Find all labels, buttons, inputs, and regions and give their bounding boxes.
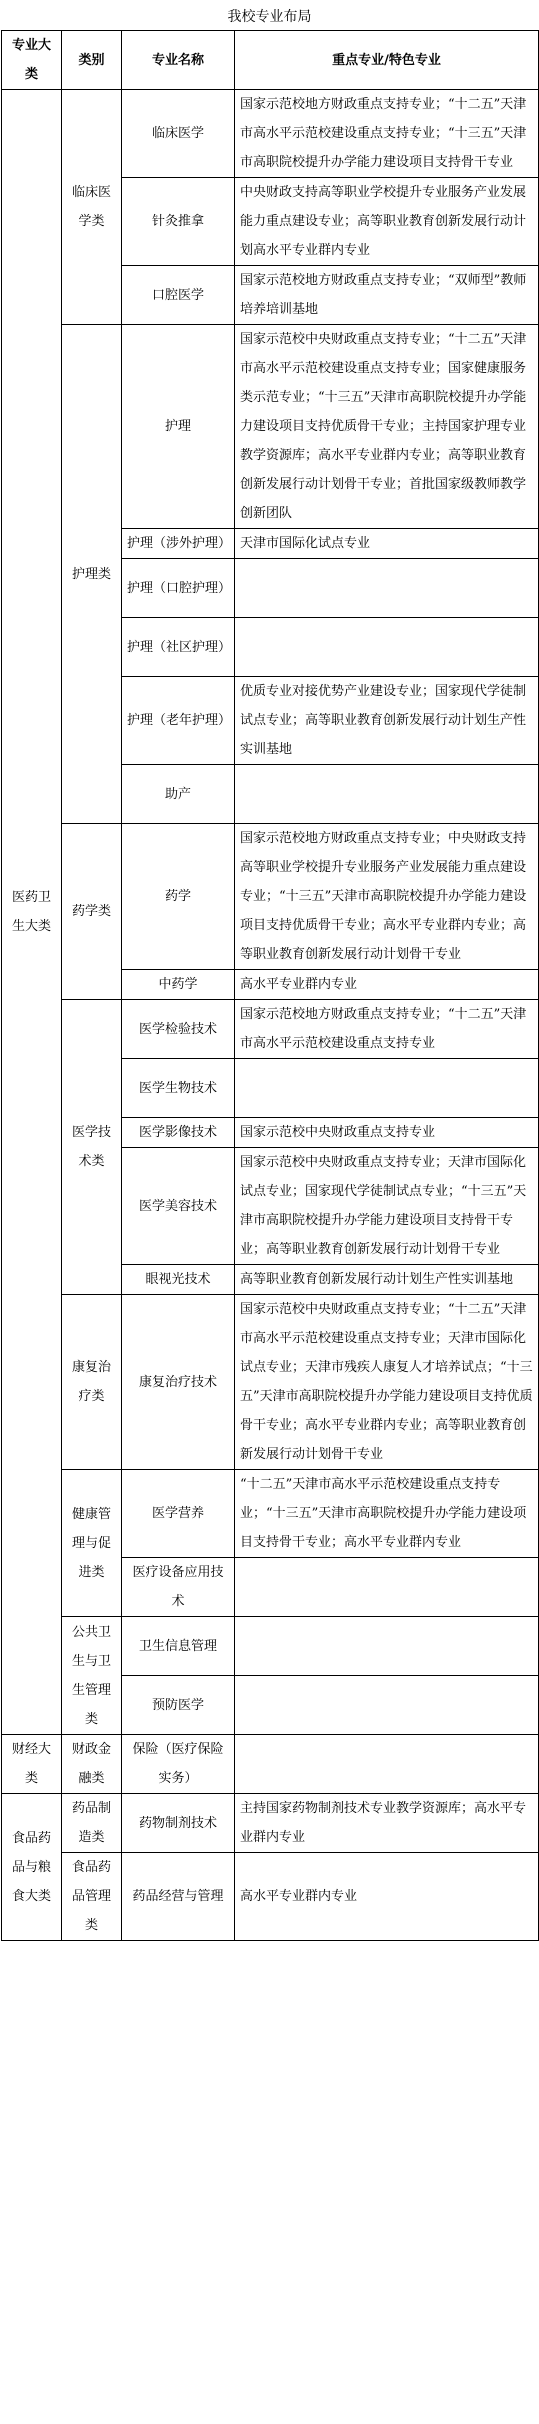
major-name-cell: 康复治疗技术 <box>122 1295 235 1470</box>
major-name-cell: 药品经营与管理 <box>122 1853 235 1941</box>
feature-cell: 国家示范校地方财政重点支持专业；“十二五”天津市高水平示范校建设重点支持专业 <box>235 1000 539 1059</box>
category-cell: 食品药品与粮食大类 <box>2 1794 62 1941</box>
major-name-cell: 预防医学 <box>122 1676 235 1735</box>
table-row <box>2 1000 539 1059</box>
feature-cell <box>235 618 539 677</box>
table-row <box>2 325 539 529</box>
major-name-cell: 医疗设备应用技术 <box>122 1558 235 1617</box>
major-name-cell: 中药学 <box>122 970 235 1000</box>
major-name-cell: 针灸推拿 <box>122 178 235 266</box>
feature-cell: 国家示范校中央财政重点支持专业；“十二五”天津市高水平示范校建设重点支持专业；国家健康服务类示范专业；“十三五”天津市高职院校提升办学能力建设项目支持优质骨干专业；主持国家护理专业教学资源库；高水平专业群内专业；高等职业教育创新发展行动计划骨干专业；首批国家级教师教学创新团队 <box>235 325 539 529</box>
feature-cell: 中央财政支持高等职业学校提升专业服务产业发展能力重点建设专业；高等职业教育创新发展行动计划高水平专业群内专业 <box>235 178 539 266</box>
type-cell: 护理类 <box>62 325 122 824</box>
table-row <box>2 90 539 178</box>
major-name-cell: 临床医学 <box>122 90 235 178</box>
major-name-cell: 口腔医学 <box>122 266 235 325</box>
type-cell: 公共卫生与卫生管理类 <box>62 1617 122 1735</box>
type-cell: 药品制造类 <box>62 1794 122 1853</box>
feature-cell <box>235 765 539 824</box>
type-cell: 财政金融类 <box>62 1735 122 1794</box>
feature-cell <box>235 1735 539 1794</box>
major-name-cell: 保险（医疗保险实务） <box>122 1735 235 1794</box>
type-cell: 药学类 <box>62 824 122 1000</box>
major-name-cell: 药学 <box>122 824 235 970</box>
type-cell: 医学技术类 <box>62 1000 122 1295</box>
feature-cell: 国家示范校地方财政重点支持专业；中央财政支持高等职业学校提升专业服务产业发展能力重点建设专业；“十三五”天津市高职院校提升办学能力建设项目支持优质骨干专业；高水平专业群内专业；高等职业教育创新发展行动计划骨干专业 <box>235 824 539 970</box>
category-cell: 医药卫生大类 <box>2 90 62 1735</box>
table-row <box>2 1794 539 1853</box>
header-type: 类别 <box>62 31 122 90</box>
major-name-cell: 药物制剂技术 <box>122 1794 235 1853</box>
feature-cell: 高水平专业群内专业 <box>235 970 539 1000</box>
header-feature: 重点专业/特色专业 <box>235 31 539 90</box>
type-cell: 临床医学类 <box>62 90 122 325</box>
type-cell: 健康管理与促进类 <box>62 1470 122 1617</box>
feature-cell: 主持国家药物制剂技术专业教学资源库；高水平专业群内专业 <box>235 1794 539 1853</box>
table-row <box>2 1470 539 1558</box>
major-name-cell: 护理（涉外护理） <box>122 529 235 559</box>
feature-cell: “十二五”天津市高水平示范校建设重点支持专业；“十三五”天津市高职院校提升办学能力建设项目支持骨干专业；高水平专业群内专业 <box>235 1470 539 1558</box>
major-name-cell: 医学影像技术 <box>122 1118 235 1148</box>
major-name-cell: 护理（口腔护理） <box>122 559 235 618</box>
page-title: 我校专业布局 <box>227 9 312 25</box>
feature-cell <box>235 1558 539 1617</box>
type-cell: 康复治疗类 <box>62 1295 122 1470</box>
major-name-cell: 医学营养 <box>122 1470 235 1558</box>
feature-cell: 国家示范校地方财政重点支持专业；“双师型”教师培养培训基地 <box>235 266 539 325</box>
feature-cell <box>235 1676 539 1735</box>
feature-cell: 天津市国际化试点专业 <box>235 529 539 559</box>
major-name-cell: 护理（老年护理） <box>122 677 235 765</box>
major-name-cell: 眼视光技术 <box>122 1265 235 1295</box>
feature-cell <box>235 1617 539 1676</box>
header-name: 专业名称 <box>122 31 235 90</box>
feature-cell <box>235 1059 539 1118</box>
feature-cell: 国家示范校中央财政重点支持专业 <box>235 1118 539 1148</box>
major-name-cell: 医学美容技术 <box>122 1148 235 1265</box>
header-category: 专业大类 <box>2 31 62 90</box>
table-row <box>2 824 539 970</box>
header-row <box>2 31 539 90</box>
table-row <box>2 1617 539 1676</box>
category-cell: 财经大类 <box>2 1735 62 1794</box>
feature-cell: 高水平专业群内专业 <box>235 1853 539 1941</box>
feature-cell: 国家示范校中央财政重点支持专业；天津市国际化试点专业；国家现代学徒制试点专业；“十三五”天津市高职院校提升办学能力建设项目支持骨干专业；高等职业教育创新发展行动计划骨干专业 <box>235 1148 539 1265</box>
major-name-cell: 护理 <box>122 325 235 529</box>
table-body <box>2 90 539 1941</box>
table-row <box>2 1853 539 1941</box>
feature-cell: 优质专业对接优势产业建设专业；国家现代学徒制试点专业；高等职业教育创新发展行动计划生产性实训基地 <box>235 677 539 765</box>
feature-cell <box>235 559 539 618</box>
table-row <box>2 1735 539 1794</box>
major-name-cell: 助产 <box>122 765 235 824</box>
major-name-cell: 卫生信息管理 <box>122 1617 235 1676</box>
major-name-cell: 医学检验技术 <box>122 1000 235 1059</box>
feature-cell: 国家示范校地方财政重点支持专业；“十二五”天津市高水平示范校建设重点支持专业；“十三五”天津市高职院校提升办学能力建设项目支持骨干专业 <box>235 90 539 178</box>
major-layout-table <box>1 30 539 1941</box>
table-row <box>2 1295 539 1470</box>
feature-cell: 高等职业教育创新发展行动计划生产性实训基地 <box>235 1265 539 1295</box>
major-name-cell: 医学生物技术 <box>122 1059 235 1118</box>
major-name-cell: 护理（社区护理） <box>122 618 235 677</box>
feature-cell: 国家示范校中央财政重点支持专业；“十二五”天津市高水平示范校建设重点支持专业；天津市国际化试点专业；天津市残疾人康复人才培养试点；“十三五”天津市高职院校提升办学能力建设项目支持优质骨干专业；高水平专业群内专业；高等职业教育创新发展行动计划骨干专业 <box>235 1295 539 1470</box>
type-cell: 食品药品管理类 <box>62 1853 122 1941</box>
